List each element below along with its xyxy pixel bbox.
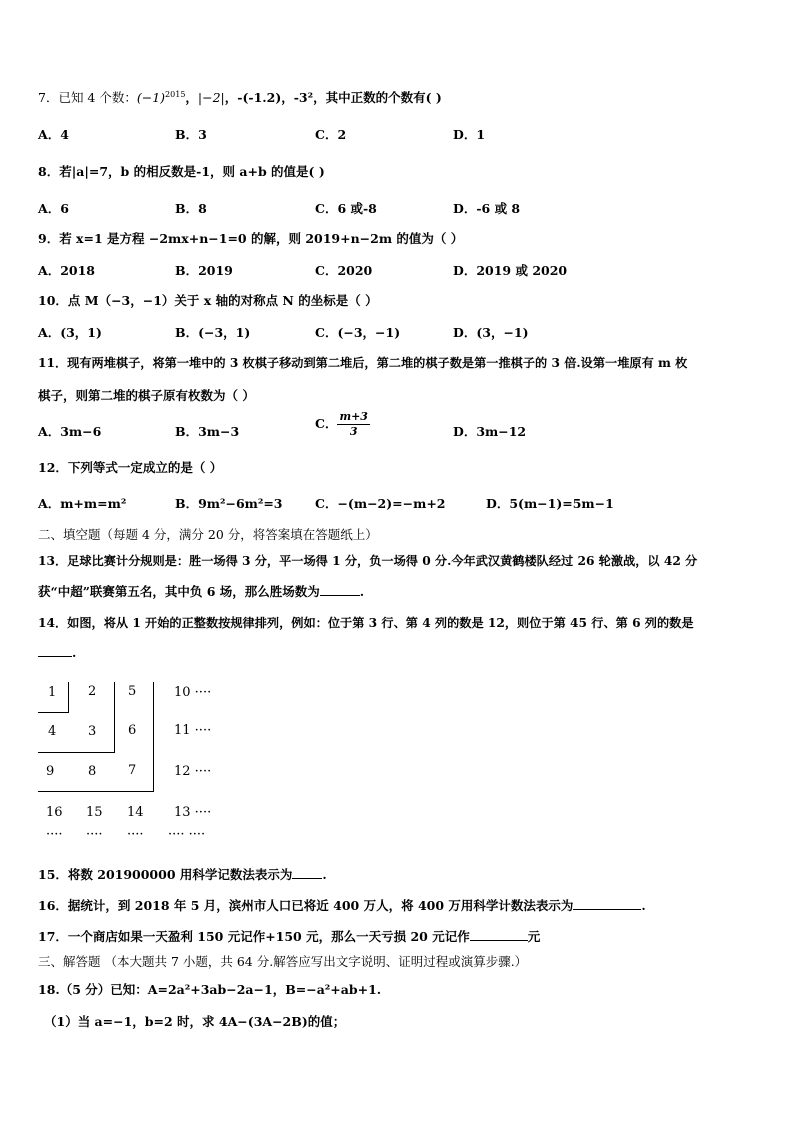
grid-number: 1 [48,685,57,700]
q7-option-b[interactable]: B．3 [175,127,207,142]
figure-line [38,791,154,792]
q12-option-b[interactable]: B．9m²−6m²=3 [175,496,283,511]
q16-answer-blank[interactable] [573,908,641,910]
grid-number: 2 [88,684,97,699]
q9-option-b[interactable]: B．2019 [175,263,233,278]
q7-stem-prefix: 7．已知 4 个数： [38,90,137,105]
q18-stem: 18.（5 分）已知：A=2a²+3ab−2a−1，B=−a²+ab+1. [38,982,382,997]
q14-line2 [38,645,76,660]
q16-end: . [641,898,646,913]
q7-abs-value: |−2| [197,90,225,105]
q11-option-c[interactable] [315,410,370,439]
q11-option-d[interactable]: D．3m−12 [453,424,527,439]
q10-stem: 10．点 M（−3，−1）关于 x 轴的对称点 N 的坐标是（ ） [38,293,378,308]
q7-power-base: (−1) [136,90,166,105]
q17-text: 17．一个商店如果一天盈利 150 元记作+150 元，那么一天亏损 20 元记作 [38,929,470,944]
grid-ellipsis: ···· ···· [168,827,206,842]
figure-line [68,682,69,712]
q11-stem-line1: 11．现有两堆棋子，将第一堆中的 3 枚棋子移动到第二堆后，第二堆的棋子数是第一推棋子的 3 倍.设第一堆原有 m 枚 [38,356,688,370]
grid-number: 6 [128,723,137,738]
q13-answer-blank[interactable] [320,594,360,596]
q16 [38,896,646,914]
q8-option-c[interactable]: C．6 或-8 [315,201,377,216]
grid-number: 14 [127,805,144,820]
grid-ellipsis: ···· [86,827,103,842]
fraction-numerator: m+3 [339,410,368,423]
q7-stem-suffix: ，-(-1.2)，-3²，其中正数的个数有( ) [224,90,442,105]
q11-option-b[interactable]: B．3m−3 [175,424,240,439]
q15-end: . [322,867,327,882]
q9-option-a[interactable]: A．2018 [38,263,95,278]
q12-stem: 12．下列等式一定成立的是（ ） [38,460,223,475]
section-2-heading: 二、填空题（每题 4 分，满分 20 分，将答案填在答题纸上） [38,527,378,542]
q8-option-b[interactable]: B．8 [175,201,207,216]
grid-ellipsis: ···· [46,827,63,842]
q17 [38,927,540,945]
q7-stem: 7．已知 4 个数：$(-1)^{2015}$，|−2|，-(-1.2)，-3²，其中正数的个数有( ) [38,89,442,105]
q7-option-a[interactable]: A．4 [38,127,69,142]
q9-option-c[interactable]: C．2020 [315,263,373,278]
q15-answer-blank[interactable] [292,877,322,879]
q17-answer-blank[interactable] [470,939,528,941]
q7-option-c[interactable]: C．2 [315,127,347,142]
q13-end: . [359,584,365,599]
section-3-heading: 三、解答题 （本大题共 7 小题，共 64 分.解答应写出文字说明、证明过程或演算步骤.） [38,954,528,969]
q17-end: 元 [527,929,541,944]
number-arrangement-figure [38,678,238,848]
q12-option-d[interactable]: D．5(m−1)=5m−1 [486,496,614,511]
grid-number: 16 [46,805,63,820]
fraction-denominator: 3 [349,425,358,438]
q14-line1: 14．如图，将从 1 开始的正整数按规律排列，例如：位于第 3 行、第 4 列的数是 12，则位于第 45 行、第 6 列的数是 [38,616,694,630]
q7-option-d[interactable]: D．1 [453,127,486,142]
q18-sub1: （1）当 a=−1，b=2 时，求 4A−(3A−2B)的值； [44,1014,346,1029]
q13-line2-text: 获“中超”联赛第五名，其中负 6 场，那么胜场数为 [38,584,320,599]
grid-number: 3 [88,724,97,739]
grid-number: 5 [128,684,137,699]
grid-ellipsis: ···· [127,827,144,842]
figure-line [38,752,115,753]
q11-stem-line2: 棋子，则第二堆的棋子原有枚数为（ ） [38,388,255,403]
q9-option-d[interactable]: D．2019 或 2020 [453,263,568,278]
figure-line [153,682,154,791]
q12-option-a[interactable]: A．m+m=m² [38,496,127,511]
grid-number: 12 ···· [174,764,212,779]
q10-option-b[interactable]: B．(−3，1) [175,325,251,340]
figure-line [38,712,69,713]
q14-end: . [72,645,77,660]
q8-stem: 8．若|a|=7，b 的相反数是-1，则 a+b 的值是( ) [38,164,325,179]
q12-option-c[interactable]: C．−(m−2)=−m+2 [315,496,446,511]
q10-option-a[interactable]: A．(3，1) [38,325,102,340]
grid-number: 8 [88,764,97,779]
q11-option-c-fraction [337,410,370,439]
q11-option-c-label: C． [315,416,338,431]
q13-line2 [38,582,364,600]
grid-number: 15 [86,805,103,820]
q13-line1: 13．足球比赛计分规则是：胜一场得 3 分，平一场得 1 分，负一场得 0 分.今年武汉黄鹤楼队经过 26 轮激战，以 42 分 [38,554,698,568]
grid-number: 13 ···· [174,805,212,820]
figure-line [114,682,115,752]
q15 [38,865,327,883]
grid-number: 4 [48,724,57,739]
q10-option-d[interactable]: D．(3，−1) [453,325,529,340]
grid-number: 10 ···· [174,685,212,700]
q16-text: 16．据统计，到 2018 年 5 月，滨州市人口已将近 400 万人，将 400 万用科学计数法表示为 [38,898,574,913]
grid-number: 7 [128,763,137,778]
grid-number: 11 ···· [174,723,212,738]
q7-power-exponent: 2015 [165,89,186,99]
q11-option-a[interactable]: A．3m−6 [38,424,102,439]
q9-stem: 9．若 x=1 是方程 −2mx+n−1=0 的解，则 2019+n−2m 的值为（ ） [38,231,464,246]
q8-option-d[interactable]: D．-6 或 8 [453,201,521,216]
q10-option-c[interactable]: C．(−3，−1) [315,325,401,340]
grid-number: 9 [46,764,55,779]
q8-option-a[interactable]: A．6 [38,201,69,216]
q15-text: 15．将数 201900000 用科学记数法表示为 [38,867,293,882]
q14-answer-blank[interactable] [38,655,72,657]
